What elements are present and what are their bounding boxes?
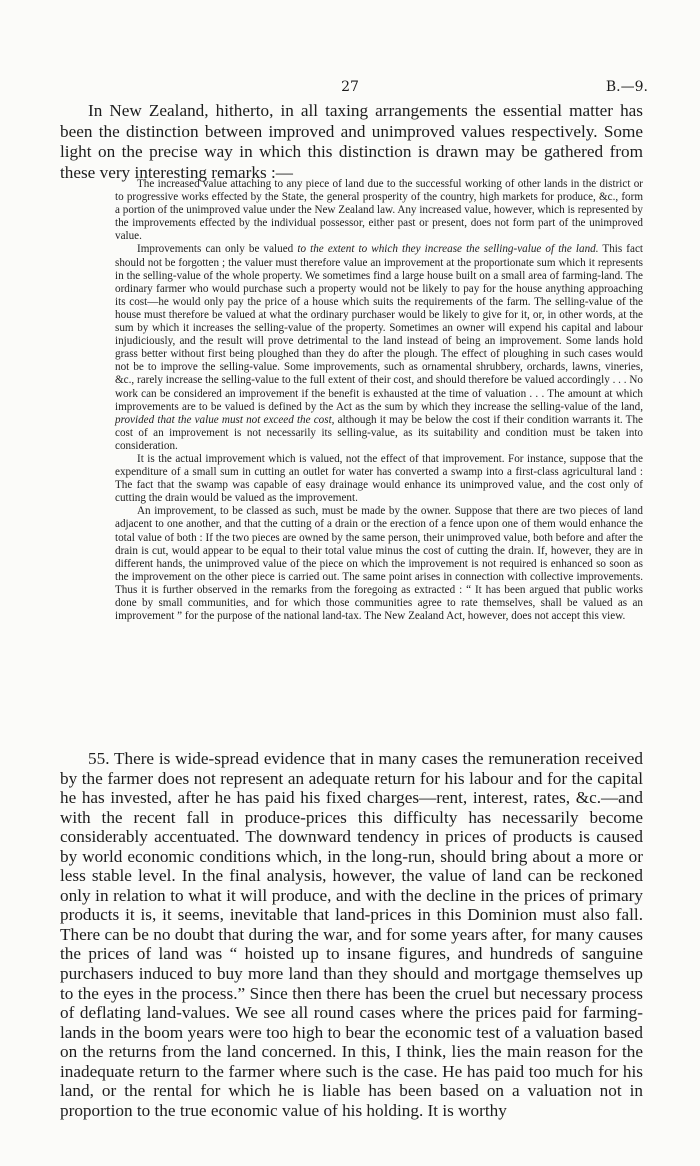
document-reference: B.—9. — [605, 79, 648, 95]
quoted-remarks — [115, 178, 643, 623]
quote-p2-lead: Improvements can only be valued — [137, 243, 298, 256]
quote-paragraph-3: It is the actual improvement which is valued, not the effect of that improvement. For instance, suppose that the expenditure of a small sum in cutting an outlet for water has converted a swamp into a first-class agricultural land : The fact that the swamp was capable of easy drainage would enhance its unimproved value, and the cost only of cutting the drain would be valued as the improvement. — [115, 452, 643, 505]
quote-p2-tail: although it may be below the cost if their condition warrants it. The cost of an improvement is not necessarily its selling-value, as its suitability and condition must be taken into consideration. — [115, 413, 643, 452]
page-number: 27 — [341, 79, 359, 95]
intro-paragraph: In New Zealand, hitherto, in all taxing arrangements the essential matter has been the distinction between improved and unimproved values respectively. Some light on the precise way in which this distinction is drawn may be gathered from these very interesting remarks :— — [60, 101, 643, 182]
quote-p2-middle: This fact should not be forgotten ; the valuer must therefore value an improvement at the proportionate sum which it represents in the selling-value of the whole property. We sometimes find a large house built on a small area of farming-land. The ordinary farmer who would purchase such a property would not be likely to pay for the house anything approaching its cost—he would only pay the price of a house which suits the requirements of the farm. The selling-value of the house must therefore be valued at what the ordinary purchaser would be likely to give for it, or, in other words, at the sum by which it increases the selling-value of the property. Sometimes an owner will expend his capital and labour injudiciously, and the result will prove detrimental to the land instead of being an improvement. Some lands hold grass better without first being ploughed than they do after the plough. The effect of ploughing in such cases would not be to improve the selling-value. Some improvements, such as ornamental shrubbery, orchards, lawns, vineries, &c., rarely increase the selling-value to the full extent of their cost, and should therefore be valued accordingly . . . No work can be considered an improvement if the benefit is exhausted at the time of valuation . . . The amount at which improvements are to be valued is defined by the Act as the sum by which they increase the selling-value of the land, — [115, 243, 644, 413]
paragraph-55: 55. There is wide-spread evidence that in many cases the remuneration received by the farmer does not represent an adequate return for his labour and for the capital he has invested, after he has paid his fixed charges—rent, interest, rates, &c.—and with the recent fall in produce-prices this difficulty has necessarily become considerably accentuated. The downward tendency in prices of products is caused by world economic conditions which, in the long-run, should bring about a more or less stable level. In the final analysis, however, the value of land can be reckoned only in relation to what it will produce, and with the decline in the prices of primary products it is, it seems, inevitable that land-prices in this Dominion must also fall. There can be no doubt that during the war, and for some years after, for many causes the prices of land was “ hoisted up to insane figures, and hundreds of sanguine purchasers induced to buy more land than they should and mortgage themselves up to the eyes in the process.” Since then there has been the cruel but necessary process of deflating land-values. We see all round cases where the prices paid for farming-lands in the boom years were too high to bear the economic test of a valuation based on the returns from the land concerned. In this, I think, lies the main reason for the inadequate return to the farmer where such is the case. He has paid too much for his land, or the rental for which he is liable has been based on a valuation not in proportion to the true economic value of his holding. It is worthy — [60, 749, 643, 1120]
quote-p2-italic-2: provided that the value must not exceed the cost, — [115, 413, 335, 426]
quote-p2-italic-1: to the extent to which they increase the selling-value of the land. — [297, 243, 599, 256]
quote-paragraph-4: An improvement, to be classed as such, must be made by the owner. Suppose that there are two pieces of land adjacent to one another, and that the cutting of a drain or the erection of a fence upon one of them would enhance the total value of both : If the two pieces are owned by the same person, their unimproved value, both before and after the drain is cut, would appear to be equal to their total value minus the cost of cutting the drain. If, however, they are in different hands, the unimproved value of the piece on which the improvement is not required is enhanced so soon as the improvement on the other piece is carried out. The same point arises in connection with collective improvements. Thus it is further observed in the remarks from the foregoing as extracted : “ It has been argued that public works done by small communities, and for which those communities agree to rate themselves, shall be valued as an improvement ” for the purpose of the national land-tax. The New Zealand Act, however, does not accept this view. — [115, 505, 643, 623]
quote-paragraph-1: The increased value attaching to any piece of land due to the successful working of other lands in the district or to progressive works effected by the State, the general prosperity of the country, high markets for produce, &c., form a portion of the unimproved value under the New Zealand law. Any increased value, however, which is represented by the improvements effected by the individual possessor, either past or present, does not form part of the unimproved value. — [115, 178, 643, 243]
quote-paragraph-2 — [115, 243, 643, 453]
